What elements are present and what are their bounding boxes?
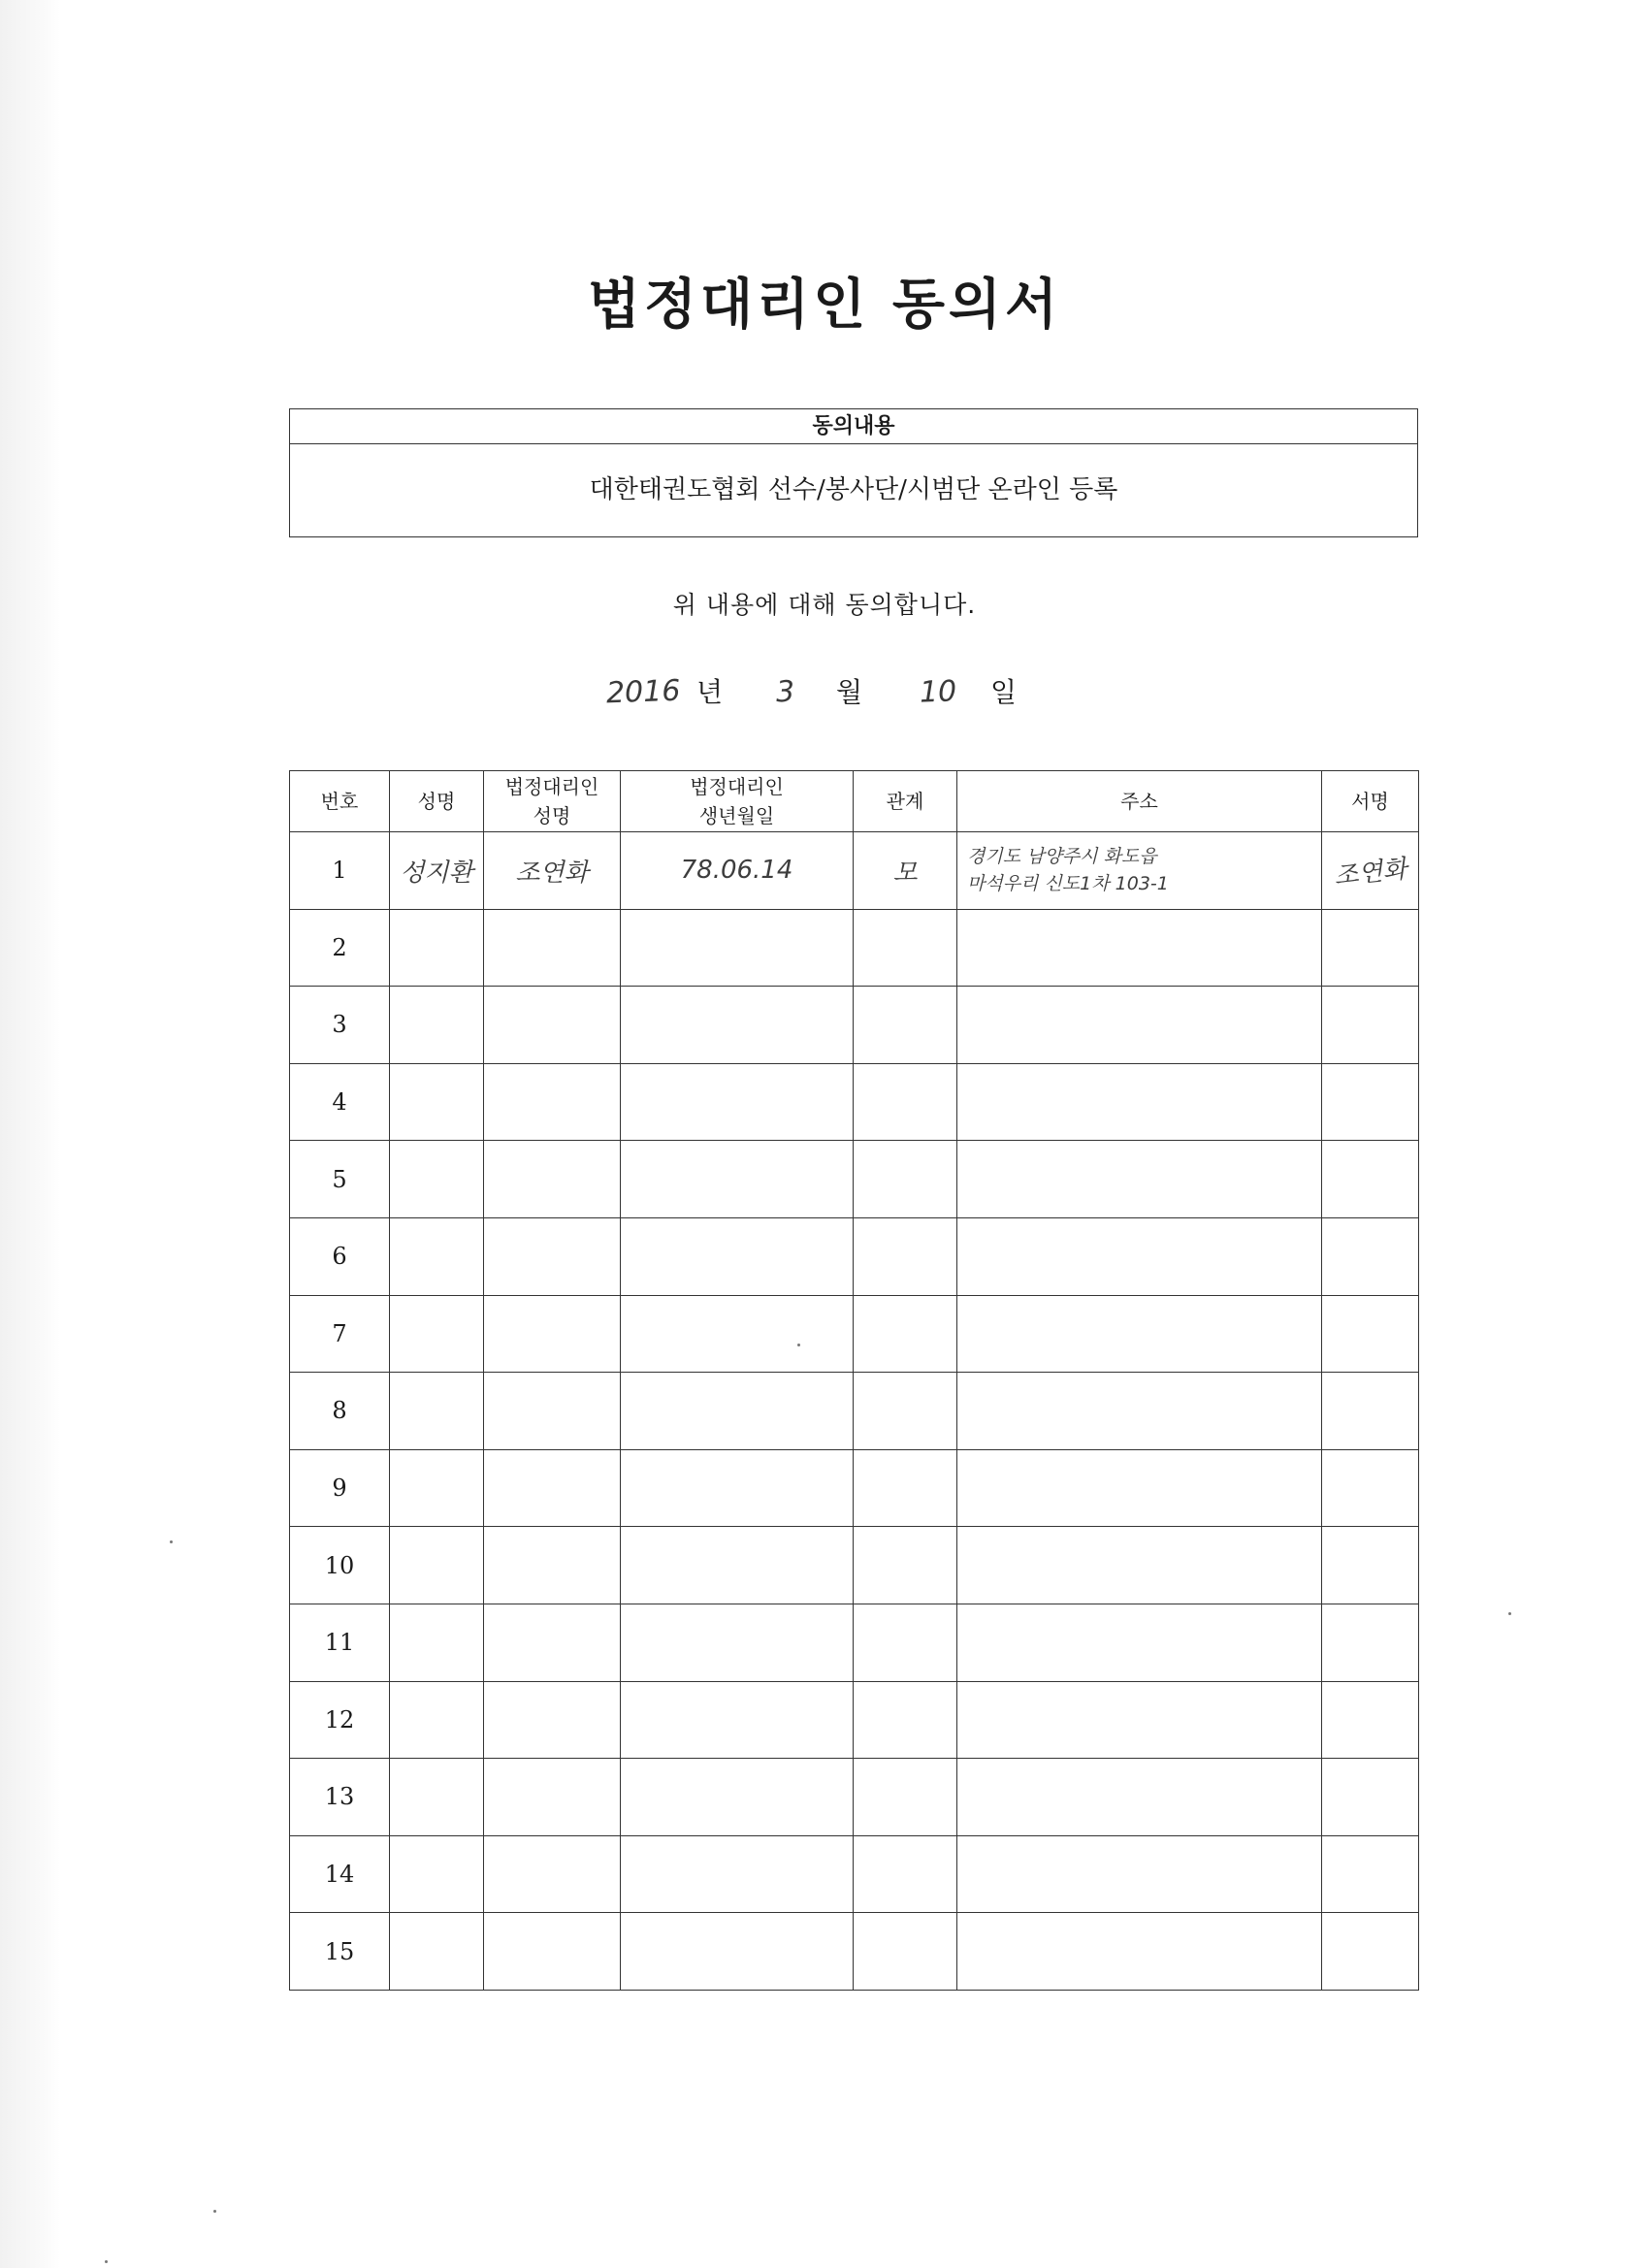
- row-relation: [854, 1835, 957, 1913]
- row-address: [957, 1141, 1322, 1218]
- table-row: [290, 1913, 1419, 1991]
- row-no: 11: [290, 1604, 390, 1681]
- row-address: [957, 1681, 1322, 1759]
- table-row: [290, 1295, 1419, 1373]
- row-address: [957, 987, 1322, 1064]
- header-guardian-birth-line1: 법정대리인: [690, 775, 784, 798]
- row-relation: [854, 1141, 957, 1218]
- row-address: [957, 909, 1322, 987]
- date-year-unit: 년: [696, 676, 724, 708]
- row-address: [957, 1835, 1322, 1913]
- guardian-table: [289, 770, 1419, 1991]
- row-address: [957, 1295, 1322, 1373]
- row-guardian-birth: [621, 1604, 854, 1681]
- row-signature: [1322, 1604, 1419, 1681]
- row-signature: [1322, 1449, 1419, 1527]
- table-row: [290, 1141, 1419, 1218]
- row-address: [957, 1759, 1322, 1836]
- row-no: 9: [290, 1449, 390, 1527]
- date-line: [0, 671, 1649, 720]
- row-signature: [1322, 1141, 1419, 1218]
- header-guardian-birth: [621, 771, 854, 832]
- row-no: 8: [290, 1373, 390, 1450]
- row-name: [390, 1759, 484, 1836]
- row-address: [957, 1449, 1322, 1527]
- row-no: 13: [290, 1759, 390, 1836]
- row-guardian-birth: [621, 1295, 854, 1373]
- row-name: [390, 1141, 484, 1218]
- row-guardian-birth: [621, 1449, 854, 1527]
- row-signature: [1322, 1759, 1419, 1836]
- row-signature: [1322, 1373, 1419, 1450]
- row-relation: [854, 1063, 957, 1141]
- row-guardian-name: [484, 1063, 621, 1141]
- row-name: [390, 1295, 484, 1373]
- row-guardian-name: [484, 1449, 621, 1527]
- row-no: 5: [290, 1141, 390, 1218]
- row-no: 3: [290, 987, 390, 1064]
- table-row: [290, 832, 1419, 910]
- scan-speck: [170, 1540, 173, 1543]
- row-name: [390, 1527, 484, 1604]
- row-address: [957, 832, 1322, 910]
- row-guardian-name: [484, 1295, 621, 1373]
- row-guardian-name: 조연화: [484, 832, 621, 910]
- header-guardian-birth-line2: 생년월일: [698, 804, 775, 827]
- row-guardian-birth: [621, 1141, 854, 1218]
- row-signature: [1322, 1913, 1419, 1991]
- row-relation: [854, 987, 957, 1064]
- row-address-line1: 경기도 남양주시 화도읍: [967, 846, 1157, 868]
- table-row: [290, 1604, 1419, 1681]
- document-title: 법정대리인 동의서: [587, 273, 1062, 337]
- row-name: [390, 1217, 484, 1295]
- header-relation: 관계: [854, 771, 957, 832]
- row-signature: [1322, 1527, 1419, 1604]
- row-name: [390, 909, 484, 987]
- row-guardian-birth: [621, 1063, 854, 1141]
- row-address: [957, 1373, 1322, 1450]
- table-row: [290, 1217, 1419, 1295]
- row-name: [390, 1373, 484, 1450]
- table-row: [290, 1373, 1419, 1450]
- row-guardian-birth: [621, 1913, 854, 1991]
- row-guardian-name: [484, 1759, 621, 1836]
- date-day: 10: [919, 674, 957, 710]
- table-row: [290, 987, 1419, 1064]
- header-signature: 서명: [1322, 771, 1419, 832]
- date-month-unit: 월: [836, 676, 863, 708]
- row-name: [390, 1913, 484, 1991]
- row-relation: [854, 1295, 957, 1373]
- table-row: [290, 1759, 1419, 1836]
- row-address: [957, 1527, 1322, 1604]
- row-signature: [1322, 1063, 1419, 1141]
- row-name: [390, 1063, 484, 1141]
- row-no: 12: [290, 1681, 390, 1759]
- row-address: [957, 1913, 1322, 1991]
- row-name: 성지환: [390, 832, 484, 910]
- row-relation: [854, 1913, 957, 1991]
- row-signature: [1322, 909, 1419, 987]
- scan-speck: [105, 2260, 108, 2263]
- row-address-line2: 마석우리 신도1차 103-1: [967, 873, 1169, 895]
- row-guardian-birth: 78.06.14: [621, 832, 854, 910]
- row-signature: [1322, 1217, 1419, 1295]
- header-no: 번호: [290, 771, 390, 832]
- row-address: [957, 1217, 1322, 1295]
- row-no: 10: [290, 1527, 390, 1604]
- row-relation: 모: [854, 832, 957, 910]
- row-relation: [854, 1759, 957, 1836]
- row-relation: [854, 1449, 957, 1527]
- row-name: [390, 1604, 484, 1681]
- row-guardian-birth: [621, 1217, 854, 1295]
- row-guardian-name: [484, 1527, 621, 1604]
- row-relation: [854, 1527, 957, 1604]
- row-relation: [854, 1373, 957, 1450]
- date-day-unit: 일: [990, 676, 1018, 708]
- row-signature: [1322, 1835, 1419, 1913]
- row-signature: [1322, 987, 1419, 1064]
- consent-header: 동의내용: [290, 409, 1417, 444]
- row-guardian-birth: [621, 1681, 854, 1759]
- row-guardian-birth: [621, 1835, 854, 1913]
- row-relation: [854, 1217, 957, 1295]
- row-name: [390, 1835, 484, 1913]
- scan-speck: [1508, 1612, 1511, 1615]
- row-signature: [1322, 1295, 1419, 1373]
- row-no: 4: [290, 1063, 390, 1141]
- signature-mark: 조연화: [1332, 854, 1408, 891]
- table-row: [290, 909, 1419, 987]
- row-guardian-birth: [621, 909, 854, 987]
- table-row: [290, 1527, 1419, 1604]
- row-guardian-name: [484, 1681, 621, 1759]
- table-row: [290, 1063, 1419, 1141]
- date-month: 3: [775, 674, 795, 710]
- row-guardian-name: [484, 1835, 621, 1913]
- row-no: 2: [290, 909, 390, 987]
- row-address: [957, 1063, 1322, 1141]
- row-no: 14: [290, 1835, 390, 1913]
- header-guardian-name-line1: 법정대리인: [504, 775, 599, 798]
- row-guardian-birth: [621, 1759, 854, 1836]
- row-guardian-name: [484, 1373, 621, 1450]
- row-guardian-name: [484, 1141, 621, 1218]
- row-no: 15: [290, 1913, 390, 1991]
- scan-speck: [213, 2210, 216, 2213]
- table-row: [290, 1835, 1419, 1913]
- date-year: 2016: [605, 673, 681, 711]
- scan-edge-shadow: [0, 0, 60, 2268]
- consent-body: 대한태권도협회 선수/봉사단/시범단 온라인 등록: [589, 475, 1118, 504]
- header-name: 성명: [390, 771, 484, 832]
- row-no: 1: [290, 832, 390, 910]
- row-name: [390, 1681, 484, 1759]
- header-address: 주소: [957, 771, 1322, 832]
- table-row: [290, 1681, 1419, 1759]
- row-guardian-birth: [621, 987, 854, 1064]
- row-name: [390, 1449, 484, 1527]
- row-relation: [854, 1604, 957, 1681]
- row-guardian-name: [484, 1217, 621, 1295]
- row-guardian-birth: [621, 1527, 854, 1604]
- row-guardian-name: [484, 1604, 621, 1681]
- row-guardian-name: [484, 909, 621, 987]
- row-relation: [854, 1681, 957, 1759]
- row-signature: [1322, 1681, 1419, 1759]
- row-guardian-birth: [621, 1373, 854, 1450]
- row-name: [390, 987, 484, 1064]
- row-address: [957, 1604, 1322, 1681]
- header-guardian-name-line2: 성명: [533, 804, 571, 827]
- row-no: 7: [290, 1295, 390, 1373]
- consent-box: [289, 408, 1418, 537]
- row-relation: [854, 909, 957, 987]
- row-no: 6: [290, 1217, 390, 1295]
- agreement-text: 위 내용에 대해 동의합니다.: [672, 591, 977, 619]
- row-guardian-name: [484, 987, 621, 1064]
- scan-speck: [797, 1344, 800, 1346]
- row-guardian-name: [484, 1913, 621, 1991]
- table-header-row: [290, 771, 1419, 832]
- table-row: [290, 1449, 1419, 1527]
- header-guardian-name: [484, 771, 621, 832]
- row-signature: [1322, 832, 1419, 910]
